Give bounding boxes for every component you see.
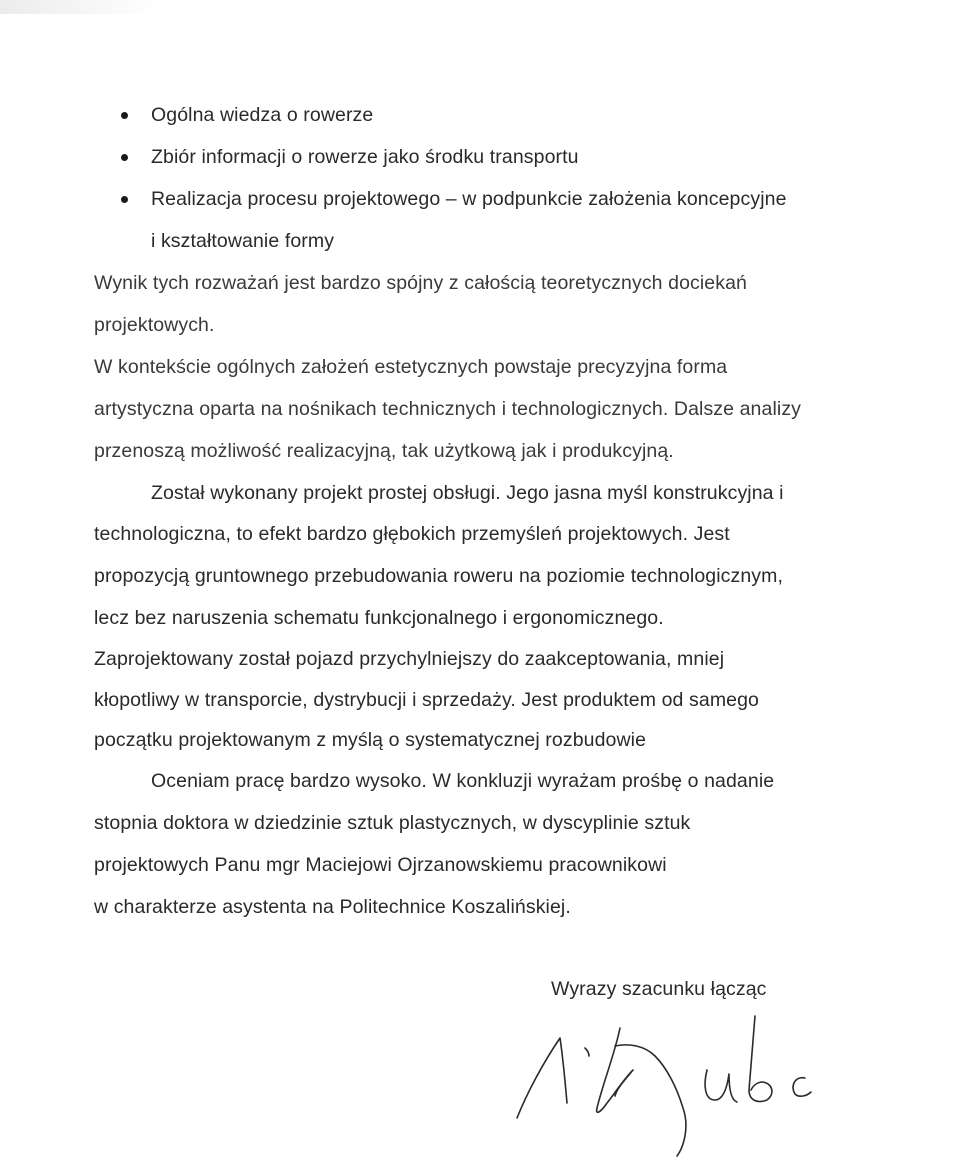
bullet-icon bbox=[121, 112, 128, 119]
paragraph-line: Oceniam pracę bardzo wysoko. W konkluzji wyrażam prośbę o nadanie bbox=[151, 770, 775, 792]
paragraph-line: artystyczna oparta na nośnikach technicznych i technologicznych. Dalsze analizy bbox=[94, 398, 802, 420]
bullet-item: Realizacja procesu projektowego – w podpunkcie założenia koncepcyjne bbox=[151, 188, 787, 210]
bullet-item: Zbiór informacji o rowerze jako środku transportu bbox=[151, 146, 579, 168]
closing-salutation: Wyrazy szacunku łącząc bbox=[551, 978, 767, 1000]
paragraph-line: początku projektowanym z myślą o systematycznej rozbudowie bbox=[94, 729, 647, 751]
paragraph-line: w charakterze asystenta na Politechnice Koszalińskiej. bbox=[94, 896, 571, 918]
paragraph-line: Wynik tych rozważań jest bardzo spójny z całością teoretycznych dociekań bbox=[94, 272, 747, 294]
paragraph-line: propozycją gruntownego przebudowania roweru na poziomie technologicznym, bbox=[94, 565, 784, 587]
bullet-icon bbox=[121, 196, 128, 203]
paragraph-line: projektowych. bbox=[94, 314, 215, 336]
paragraph-line: technologiczna, to efekt bardzo głębokich przemyśleń projektowych. Jest bbox=[94, 523, 730, 545]
paragraph-line: Został wykonany projekt prostej obsługi. Jego jasna myśl konstrukcyjna i bbox=[151, 482, 784, 504]
bullet-item-continuation: i kształtowanie formy bbox=[151, 230, 335, 252]
paragraph-line: Zaprojektowany został pojazd przychylniejszy do zaakceptowania, mniej bbox=[94, 648, 725, 670]
paragraph-line: projektowych Panu mgr Maciejowi Ojrzanowskiemu pracownikowi bbox=[94, 854, 667, 876]
paragraph-line: W kontekście ogólnych założeń estetycznych powstaje precyzyjna forma bbox=[94, 356, 728, 378]
bullet-icon bbox=[121, 154, 128, 161]
scan-artifact bbox=[0, 0, 160, 14]
paragraph-line: przenoszą możliwość realizacyjną, tak użytkową jak i produkcyjną. bbox=[94, 440, 674, 462]
paragraph-line: kłopotliwy w transporcie, dystrybucji i sprzedaży. Jest produktem od samego bbox=[94, 689, 759, 711]
paragraph-line: stopnia doktora w dziedzinie sztuk plastycznych, w dyscyplinie sztuk bbox=[94, 812, 691, 834]
signature-icon bbox=[505, 1008, 835, 1158]
bullet-item: Ogólna wiedza o rowerze bbox=[151, 104, 374, 126]
paragraph-line: lecz bez naruszenia schematu funkcjonalnego i ergonomicznego. bbox=[94, 607, 664, 629]
